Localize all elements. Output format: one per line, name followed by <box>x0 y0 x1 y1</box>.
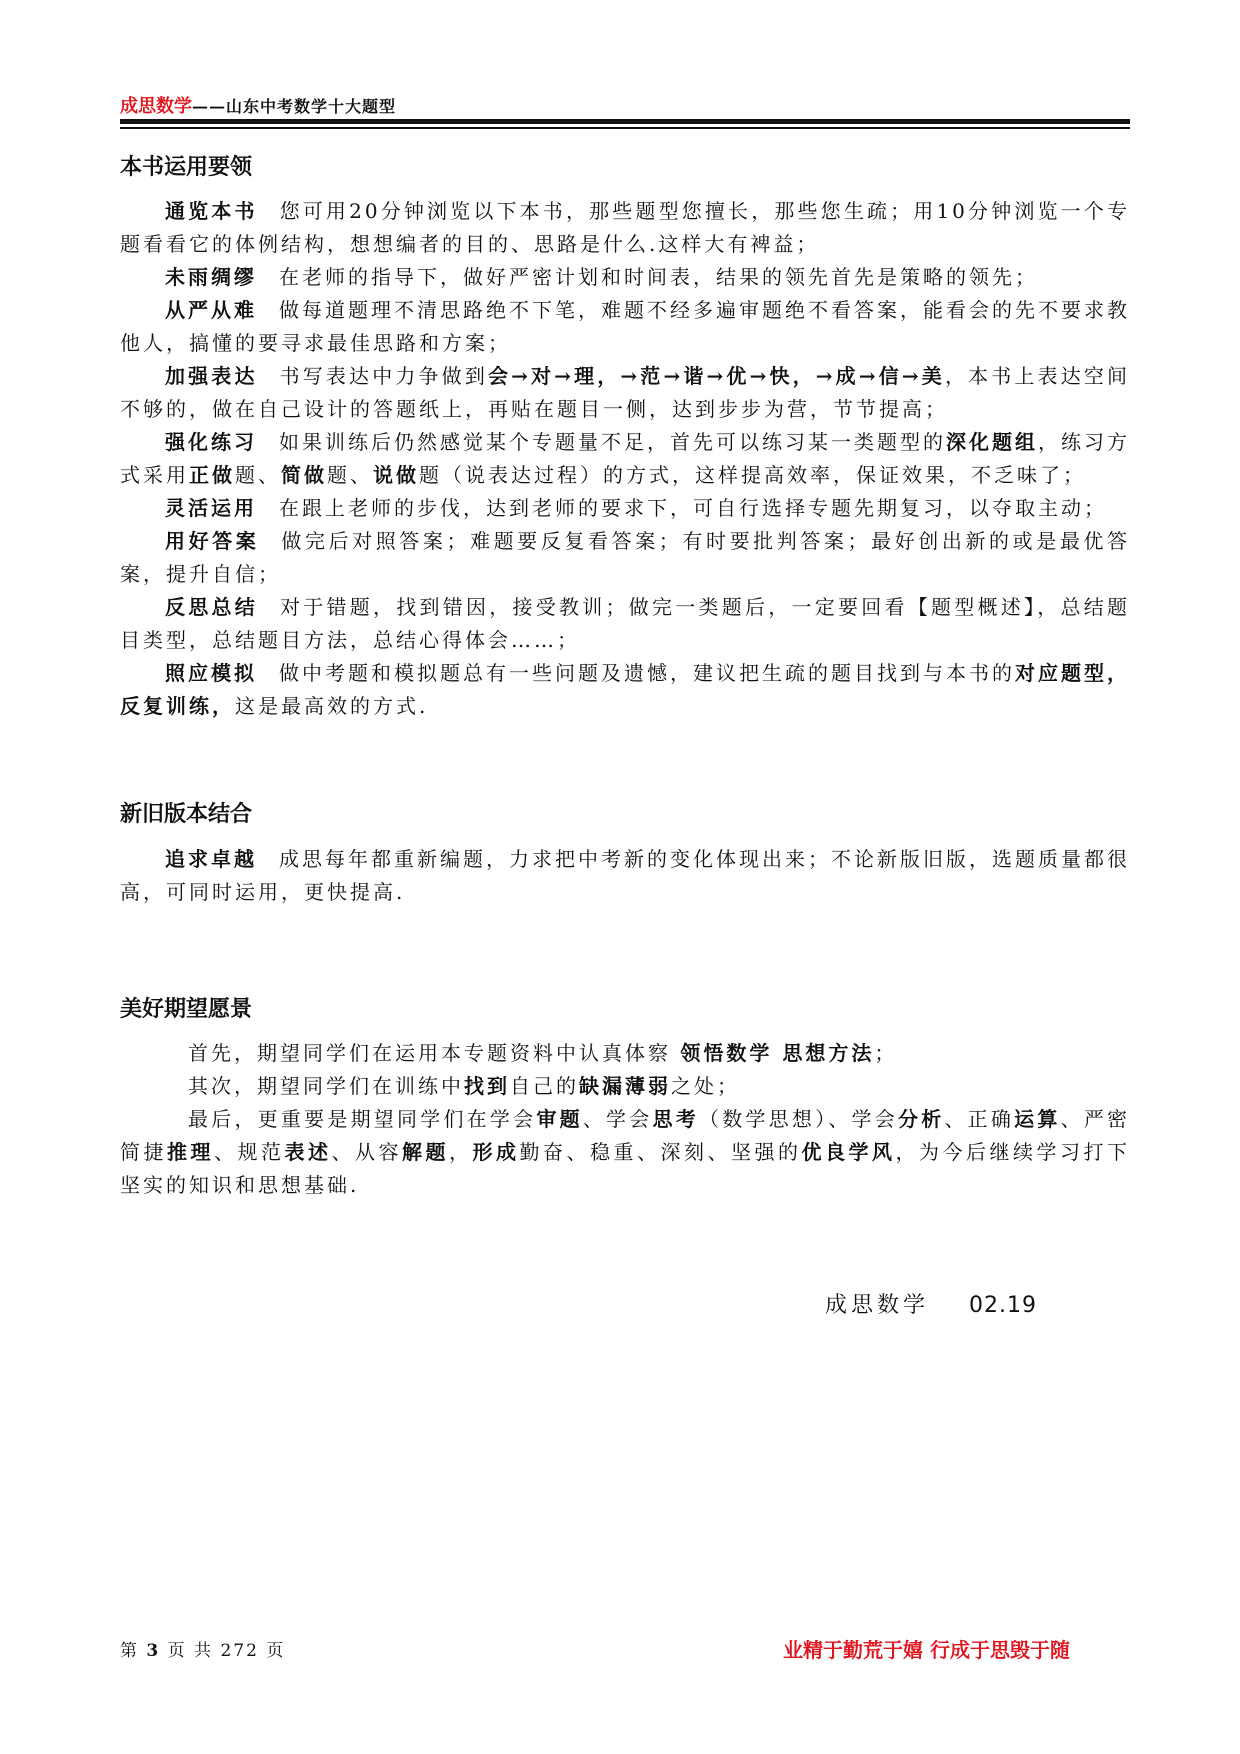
vision-text: 自己的 <box>510 1074 579 1098</box>
usage-paragraph <box>120 195 1130 723</box>
usage-item <box>120 426 1130 492</box>
item-text: 对于错题，找到错因，接受教训；做完一类题后，一定要回看【题型概述】，总结题目类型，总结题目方法，总结心得体会……； <box>120 595 1130 652</box>
vision-bold-text: 推理 <box>167 1140 214 1164</box>
vision-text: 、从容 <box>331 1140 402 1164</box>
item-text: 如果训练后仍然感觉某个专题量不足，首先可以练习某一类题型的 <box>279 430 946 454</box>
vision-text: ； <box>874 1041 898 1065</box>
item-label: 加强表达 <box>165 364 258 388</box>
item-label: 从严从难 <box>165 298 257 322</box>
vision-text: 之处； <box>671 1074 740 1098</box>
usage-item <box>120 492 1130 525</box>
versions-paragraph <box>120 843 1130 909</box>
item-text: 做中考题和模拟题总有一些问题及遗憾，建议把生疏的题目找到与本书的 <box>279 661 1015 685</box>
current-page: 3 <box>146 1641 161 1661</box>
item-text: 书写表达中力争做到 <box>279 364 488 388</box>
vision-text: 首先，期望同学们在运用本专题资料中认真体察 <box>188 1041 681 1065</box>
item-label: 反思总结 <box>165 595 258 619</box>
signature <box>825 1288 1037 1319</box>
usage-item <box>120 591 1130 657</box>
usage-item <box>120 525 1130 591</box>
vision-bold-text: 思考 <box>652 1107 699 1131</box>
vision-text: 勤奋、稳重、深刻、坚强的 <box>519 1140 802 1164</box>
signature-date: 02.19 <box>969 1293 1037 1318</box>
vision-bold-text: 解题 <box>402 1140 449 1164</box>
vision-text: 最后，更重要是期望同学们在学会 <box>188 1107 537 1131</box>
item-text: ，本书上表达空间不够的，做在自己设计的答题纸上，再贴在题目一侧，达到步步为营，节节提高； <box>120 364 1131 421</box>
section-title-versions: 新旧版本结合 <box>120 802 253 827</box>
total-pages: 272 <box>220 1641 259 1661</box>
vision-line <box>120 1070 1130 1103</box>
vision-text: 其次，期望同学们在训练中 <box>188 1074 464 1098</box>
item-text: ，练习方式采用 <box>120 430 1130 487</box>
page-prefix: 第 <box>120 1641 139 1661</box>
item-bold-text: 深化题组 <box>946 430 1038 454</box>
item-text: 您可用20分钟浏览以下本书，那些题型您擅长，那些您生疏；用10分钟浏览一个专题看看它的体例结构，想想编者的目的、思路是什么.这样大有裨益； <box>120 199 1130 256</box>
vision-bold-text: 优良学风 <box>801 1140 896 1164</box>
usage-item <box>120 360 1130 426</box>
item-text: 做完后对照答案；难题要反复看答案；有时要批判答案；最好创出新的或是最优答案，提升自信； <box>120 529 1130 586</box>
signature-name: 成思数学 <box>825 1293 930 1318</box>
footer-motto: 业精于勤荒于嬉 行成于思毁于随 <box>783 1638 1070 1662</box>
header-rule-thin <box>120 127 1130 129</box>
vision-line <box>120 1103 1130 1202</box>
section-title-usage: 本书运用要领 <box>120 155 253 180</box>
vision-text: 、严密简捷 <box>120 1107 1131 1164</box>
item-text: 在跟上老师的步伐，达到老师的要求下，可自行选择专题先期复习，以夺取主动； <box>279 496 1107 520</box>
item-label: 用好答案 <box>165 529 260 553</box>
item-text: 在老师的指导下，做好严密计划和时间表，结果的领先首先是策略的领先； <box>279 265 1038 289</box>
item-text: 题（说表达过程）的方式，这样提高效率，保证效果，不乏味了； <box>419 463 1086 487</box>
item-text: 题、 <box>327 463 373 487</box>
item-label: 未雨绸缪 <box>165 265 257 289</box>
vision-bold-text: 找到 <box>464 1074 510 1098</box>
vision-paragraph <box>120 1037 1130 1202</box>
vision-text: ，为今后继续学习打下坚实的知识和思想基础. <box>120 1140 1130 1197</box>
vision-bold-text: 表述 <box>284 1140 332 1164</box>
vision-text: 、正确 <box>944 1107 1015 1131</box>
usage-item <box>120 261 1130 294</box>
item-bold-text: 简做 <box>281 463 327 487</box>
section-title-vision: 美好期望愿景 <box>120 997 253 1022</box>
item-text: 成思每年都重新编题，力求把中考新的变化体现出来；不论新版旧版，选题质量都很高，可同时运用，更快提高. <box>120 847 1130 904</box>
vision-bold-text: 形成 <box>472 1140 520 1164</box>
vision-text: （数学思想）、学会 <box>698 1107 898 1131</box>
item-label: 灵活运用 <box>165 496 257 520</box>
vision-text: ， <box>449 1140 473 1164</box>
item-label: 强化练习 <box>165 430 257 454</box>
item-text: 做每道题理不清思路绝不下笔，难题不经多遍审题绝不看答案，能看会的先不要求教他人，搞懂的要寻求最佳思路和方案； <box>120 298 1130 355</box>
usage-item <box>120 195 1130 261</box>
vision-bold-text: 领悟数学 思想方法 <box>680 1041 875 1065</box>
versions-item <box>120 843 1130 909</box>
vision-bold-text: 缺漏薄弱 <box>579 1074 671 1098</box>
page-mid: 页 共 <box>167 1641 214 1661</box>
vision-bold-text: 分析 <box>898 1107 945 1131</box>
page-suffix: 页 <box>266 1641 286 1661</box>
item-bold-text: 对应题型，反复训练， <box>120 661 1130 718</box>
header-subtitle: ——山东中考数学十大题型 <box>192 97 397 116</box>
page-header <box>120 92 1130 132</box>
vision-bold-text: 审题 <box>536 1107 583 1131</box>
item-label: 追求卓越 <box>165 847 257 871</box>
item-bold-text: 说做 <box>373 463 419 487</box>
usage-item <box>120 657 1130 723</box>
page-number <box>120 1636 285 1661</box>
header-rule-thick <box>120 119 1130 124</box>
vision-text: 、学会 <box>582 1107 653 1131</box>
item-bold-text: 会→对→理，→范→谐→优→快，→成→信→美 <box>487 364 945 388</box>
vision-line <box>120 1037 1130 1070</box>
item-text: 题、 <box>235 463 281 487</box>
item-text: 这是最高效的方式. <box>235 694 429 718</box>
usage-item <box>120 294 1130 360</box>
vision-text: 、规范 <box>214 1140 285 1164</box>
item-label: 通览本书 <box>165 199 258 223</box>
brand-name: 成思数学 <box>120 96 192 117</box>
item-bold-text: 正做 <box>189 463 235 487</box>
item-label: 照应模拟 <box>165 661 257 685</box>
vision-bold-text: 运算 <box>1014 1107 1061 1131</box>
